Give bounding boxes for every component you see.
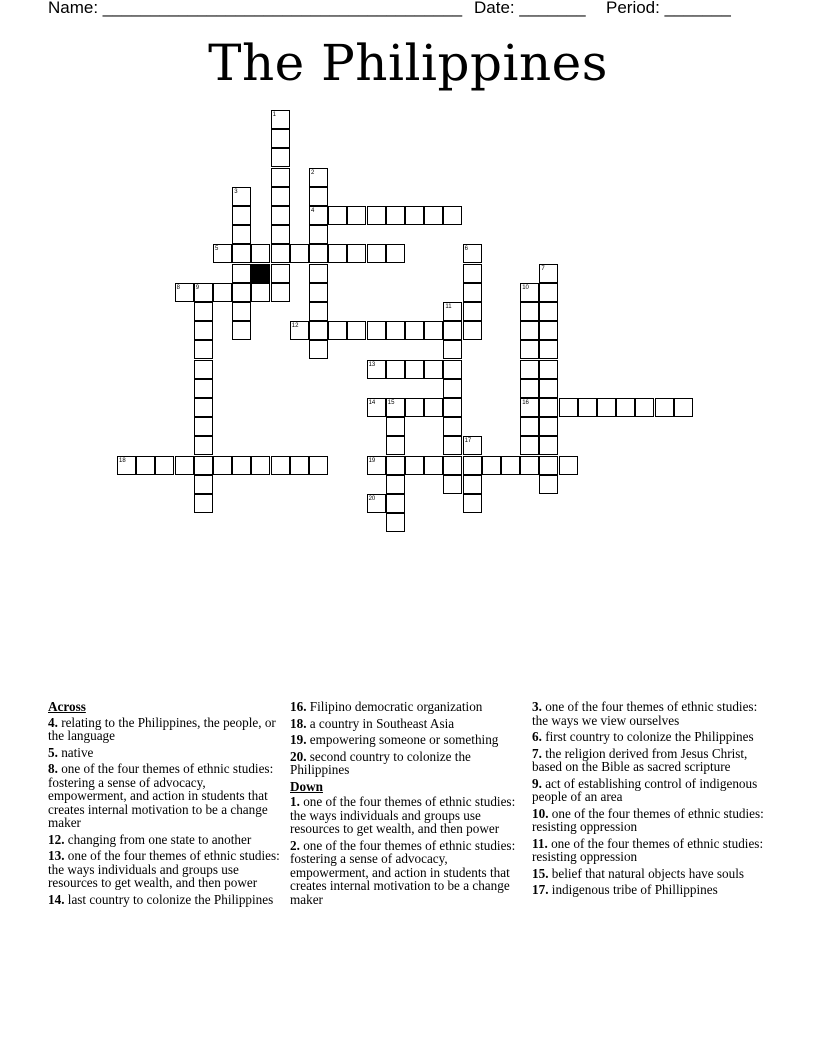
grid-cell[interactable] — [271, 225, 290, 244]
clue-number-label: 13 — [368, 361, 376, 368]
grid-cell[interactable] — [309, 302, 328, 321]
grid-cell[interactable] — [309, 225, 328, 244]
grid-cell[interactable] — [194, 456, 213, 475]
clue-text: belief that natural objects have souls — [551, 865, 745, 881]
grid-cell[interactable] — [520, 379, 539, 398]
grid-cell[interactable] — [443, 436, 462, 455]
grid-cell[interactable] — [463, 283, 482, 302]
clue-across-8 — [48, 762, 284, 830]
clue-number: 1. — [290, 794, 300, 809]
grid-cell[interactable] — [405, 456, 424, 475]
grid-cell[interactable] — [424, 398, 443, 417]
grid-cell[interactable] — [347, 206, 366, 225]
clue-text: act of establishing control of indigenous people of an area — [532, 775, 758, 804]
clue-number: 18. — [290, 715, 307, 731]
grid-cell[interactable] — [213, 456, 232, 475]
grid-cell[interactable] — [520, 321, 539, 340]
grid-cell[interactable] — [309, 456, 328, 475]
clue-number-label: 9 — [195, 284, 200, 291]
clue-text: one of the four themes of ethnic studies: fostering a sense of advocacy, empowerment, and action in students that creates internal motivation to be a change maker — [48, 761, 274, 830]
grid-cell[interactable] — [194, 417, 213, 436]
grid-cell[interactable] — [290, 244, 309, 263]
clue-across-20 — [290, 750, 526, 777]
grid-cell[interactable] — [482, 456, 501, 475]
grid-cell[interactable] — [194, 340, 213, 359]
clue-number: 11. — [532, 835, 548, 851]
grid-cell[interactable] — [405, 398, 424, 417]
clue-number-label: 3 — [234, 188, 238, 195]
grid-cell[interactable] — [386, 475, 405, 494]
grid-cell[interactable] — [616, 398, 635, 417]
clue-number: 16. — [290, 699, 307, 714]
grid-cell[interactable] — [232, 225, 251, 244]
clues-column-2 — [290, 700, 526, 909]
grid-cell[interactable] — [213, 283, 232, 302]
grid-cell[interactable] — [194, 321, 213, 340]
clue-across-14 — [48, 893, 284, 907]
clue-number: 19. — [290, 732, 307, 747]
grid-cell[interactable] — [290, 456, 309, 475]
grid-cell[interactable] — [194, 436, 213, 455]
clue-number-label: 15 — [387, 400, 395, 406]
grid-cell[interactable] — [539, 475, 558, 494]
clue-number-label: 1 — [272, 112, 276, 118]
clue-number: 7. — [532, 745, 542, 761]
clue-text: the religion derived from Jesus Christ, based on the Bible as sacred scripture — [532, 745, 748, 774]
across-heading: Across — [48, 699, 86, 714]
clue-across-18 — [290, 717, 526, 731]
grid-cell[interactable] — [539, 340, 558, 359]
clue-down-3 — [532, 700, 768, 727]
clue-number-label: 7 — [541, 265, 545, 272]
grid-cell[interactable] — [424, 360, 443, 379]
grid-cell[interactable] — [194, 475, 213, 494]
grid-cell[interactable] — [539, 302, 558, 321]
clue-text: empowering someone or something — [309, 732, 499, 747]
grid-cell[interactable] — [194, 302, 213, 321]
clue-text: changing from one state to another — [67, 831, 252, 847]
grid-cell[interactable] — [655, 398, 674, 417]
grid-cell[interactable] — [232, 264, 251, 283]
clue-number: 2. — [290, 837, 300, 853]
clue-text: first country to colonize the Philippines — [545, 729, 754, 744]
grid-cell[interactable] — [386, 436, 405, 455]
grid-cell[interactable] — [674, 398, 693, 417]
grid-cell[interactable] — [271, 168, 290, 187]
grid-cell[interactable] — [443, 340, 462, 359]
clue-text: last country to colonize the Philippines — [67, 891, 274, 907]
grid-cell[interactable] — [424, 456, 443, 475]
clues-column-1 — [48, 700, 284, 909]
grid-cell[interactable] — [251, 244, 270, 263]
clue-text: native — [61, 744, 94, 760]
grid-cell[interactable] — [443, 398, 462, 417]
grid-cell[interactable] — [175, 456, 194, 475]
grid-cell[interactable] — [463, 321, 482, 340]
clue-text: second country to colonize the Philippines — [290, 748, 471, 777]
grid-cell[interactable] — [463, 456, 482, 475]
grid-cell[interactable] — [194, 398, 213, 417]
grid-cell[interactable] — [520, 417, 539, 436]
grid-cell[interactable] — [232, 283, 251, 302]
grid-cell[interactable] — [386, 417, 405, 436]
grid-cell[interactable] — [271, 264, 290, 283]
clue-across-16 — [290, 700, 526, 714]
clue-number: 20. — [290, 748, 307, 764]
grid-cell[interactable] — [443, 475, 462, 494]
clue-text: one of the four themes of ethnic studies: fostering a sense of advocacy, empowerment, and action in students that creates internal motivation to be a change maker — [290, 837, 516, 907]
grid-cell[interactable] — [386, 244, 405, 263]
clue-down-6 — [532, 730, 768, 744]
grid-cell[interactable] — [309, 187, 328, 206]
grid-cell[interactable] — [578, 398, 597, 417]
grid-cell[interactable] — [328, 244, 347, 263]
grid-cell[interactable] — [386, 206, 405, 225]
grid-cell[interactable] — [309, 264, 328, 283]
grid-cell[interactable] — [309, 340, 328, 359]
grid-cell[interactable] — [309, 244, 328, 263]
clue-text: one of the four themes of ethnic studies: the ways individuals and groups use resources to get wealth, and then power — [290, 794, 516, 836]
grid-cell[interactable] — [520, 456, 539, 475]
clue-text: a country in Southeast Asia — [309, 715, 455, 731]
clue-number: 9. — [532, 775, 542, 791]
grid-cell[interactable] — [155, 456, 174, 475]
clue-down-7 — [532, 747, 768, 774]
grid-cell[interactable] — [424, 206, 443, 225]
grid-cell[interactable] — [520, 302, 539, 321]
grid-cell[interactable] — [539, 436, 558, 455]
clue-number-label: 11 — [445, 304, 452, 310]
clue-down-1 — [290, 795, 526, 836]
grid-cell[interactable] — [463, 302, 482, 321]
clue-down-10 — [532, 807, 768, 834]
grid-cell[interactable] — [386, 494, 405, 513]
grid-cell[interactable] — [136, 456, 155, 475]
clue-number: 5. — [48, 744, 58, 760]
name-field-label[interactable]: Name: ______________________________________ — [48, 0, 463, 17]
grid-cell[interactable] — [328, 321, 347, 340]
grid-cell[interactable] — [232, 206, 251, 225]
grid-cell[interactable] — [232, 302, 251, 321]
clue-number: 3. — [532, 699, 542, 714]
grid-cell[interactable] — [271, 244, 290, 263]
clue-number-label: 2 — [311, 169, 315, 176]
clue-down-15 — [532, 867, 768, 881]
black-cell — [251, 264, 270, 283]
clue-down-17 — [532, 883, 768, 897]
clue-number: 6. — [532, 729, 542, 744]
clue-number-label: 18 — [119, 457, 126, 464]
clue-across-5 — [48, 746, 284, 760]
grid-cell[interactable] — [443, 360, 462, 379]
clue-text: indigenous tribe of Phillippines — [551, 882, 718, 897]
grid-cell[interactable] — [559, 456, 578, 475]
grid-cell[interactable] — [539, 321, 558, 340]
grid-cell[interactable] — [386, 513, 405, 532]
clue-number: 15. — [532, 865, 549, 881]
down-heading: Down — [290, 778, 323, 794]
clue-number-label: 8 — [176, 284, 180, 291]
grid-cell[interactable] — [309, 283, 328, 302]
clue-number-label: 6 — [464, 246, 468, 253]
clues-column-3 — [532, 700, 768, 900]
grid-cell[interactable] — [367, 321, 386, 340]
date-field-label[interactable]: Date: _______ — [474, 0, 586, 17]
grid-cell[interactable] — [367, 206, 386, 225]
grid-cell[interactable] — [271, 129, 290, 148]
clue-down-9 — [532, 777, 768, 804]
grid-cell[interactable] — [501, 456, 520, 475]
grid-cell[interactable] — [347, 244, 366, 263]
grid-cell[interactable] — [232, 456, 251, 475]
grid-cell[interactable] — [539, 456, 558, 475]
grid-cell[interactable] — [347, 321, 366, 340]
clue-number: 4. — [48, 714, 58, 730]
grid-cell[interactable] — [367, 244, 386, 263]
clue-number-label: 16 — [522, 400, 529, 406]
grid-cell[interactable] — [539, 283, 558, 302]
grid-cell[interactable] — [386, 321, 405, 340]
clue-number-label: 5 — [215, 246, 219, 253]
clue-number-label: 12 — [291, 323, 299, 330]
grid-cell[interactable] — [559, 398, 578, 417]
grid-cell[interactable] — [405, 360, 424, 379]
grid-cell[interactable] — [405, 206, 424, 225]
clue-text: relating to the Philippines, the people, or the language — [48, 714, 276, 743]
grid-cell[interactable] — [539, 379, 558, 398]
grid-cell[interactable] — [424, 321, 443, 340]
grid-cell[interactable] — [539, 417, 558, 436]
clue-text: one of the four themes of ethnic studies: resisting oppression — [532, 805, 764, 834]
clue-text: one of the four themes of ethnic studies: resisting oppression — [532, 835, 764, 864]
clue-number: 17. — [532, 882, 549, 897]
grid-cell[interactable] — [539, 360, 558, 379]
grid-cell[interactable] — [597, 398, 616, 417]
grid-cell[interactable] — [386, 456, 405, 475]
grid-cell[interactable] — [463, 494, 482, 513]
grid-cell[interactable] — [443, 206, 462, 225]
grid-cell[interactable] — [271, 206, 290, 225]
grid-cell[interactable] — [194, 494, 213, 513]
grid-cell[interactable] — [405, 321, 424, 340]
period-field-label[interactable]: Period: _______ — [606, 0, 731, 17]
clue-number: 10. — [532, 805, 549, 821]
grid-cell[interactable] — [271, 187, 290, 206]
clue-number-label: 14 — [368, 400, 376, 406]
grid-cell[interactable] — [539, 398, 558, 417]
grid-cell[interactable] — [386, 360, 405, 379]
grid-cell[interactable] — [520, 340, 539, 359]
grid-cell[interactable] — [194, 360, 213, 379]
grid-cell[interactable] — [232, 244, 251, 263]
clue-across-19 — [290, 733, 526, 747]
clue-across-12 — [48, 833, 284, 847]
grid-cell[interactable] — [463, 264, 482, 283]
clue-down-11 — [532, 837, 768, 864]
grid-cell[interactable] — [309, 321, 328, 340]
grid-cell[interactable] — [520, 360, 539, 379]
grid-cell[interactable] — [443, 379, 462, 398]
clue-number-label: 17 — [464, 438, 472, 445]
grid-cell[interactable] — [251, 283, 270, 302]
grid-cell[interactable] — [443, 417, 462, 436]
clue-across-13 — [48, 849, 284, 890]
grid-cell[interactable] — [271, 456, 290, 475]
grid-cell[interactable] — [194, 379, 213, 398]
grid-cell[interactable] — [271, 148, 290, 167]
grid-cell[interactable] — [520, 436, 539, 455]
grid-cell[interactable] — [271, 283, 290, 302]
clue-across-4 — [48, 716, 284, 743]
clue-number: 12. — [48, 831, 65, 847]
clue-number: 14. — [48, 891, 65, 907]
grid-cell[interactable] — [328, 206, 347, 225]
clue-number: 8. — [48, 761, 58, 776]
grid-cell[interactable] — [443, 321, 462, 340]
clue-number-label: 20 — [368, 496, 376, 502]
clue-text: one of the four themes of ethnic studies: the ways individuals and groups use resources to get wealth, and then power — [48, 848, 280, 890]
clue-down-2 — [290, 839, 526, 907]
grid-cell[interactable] — [232, 321, 251, 340]
clue-number-label: 10 — [522, 284, 529, 291]
clue-number-label: 19 — [368, 457, 376, 464]
grid-cell[interactable] — [635, 398, 654, 417]
grid-cell[interactable] — [251, 456, 270, 475]
clue-text: one of the four themes of ethnic studies: the ways we view ourselves — [532, 699, 758, 728]
grid-cell[interactable] — [463, 475, 482, 494]
puzzle-title: The Philippines — [208, 34, 608, 92]
clue-number: 13. — [48, 848, 65, 863]
clue-number-label: 4 — [311, 208, 315, 214]
clue-text: Filipino democratic organization — [309, 699, 483, 714]
grid-cell[interactable] — [443, 456, 462, 475]
